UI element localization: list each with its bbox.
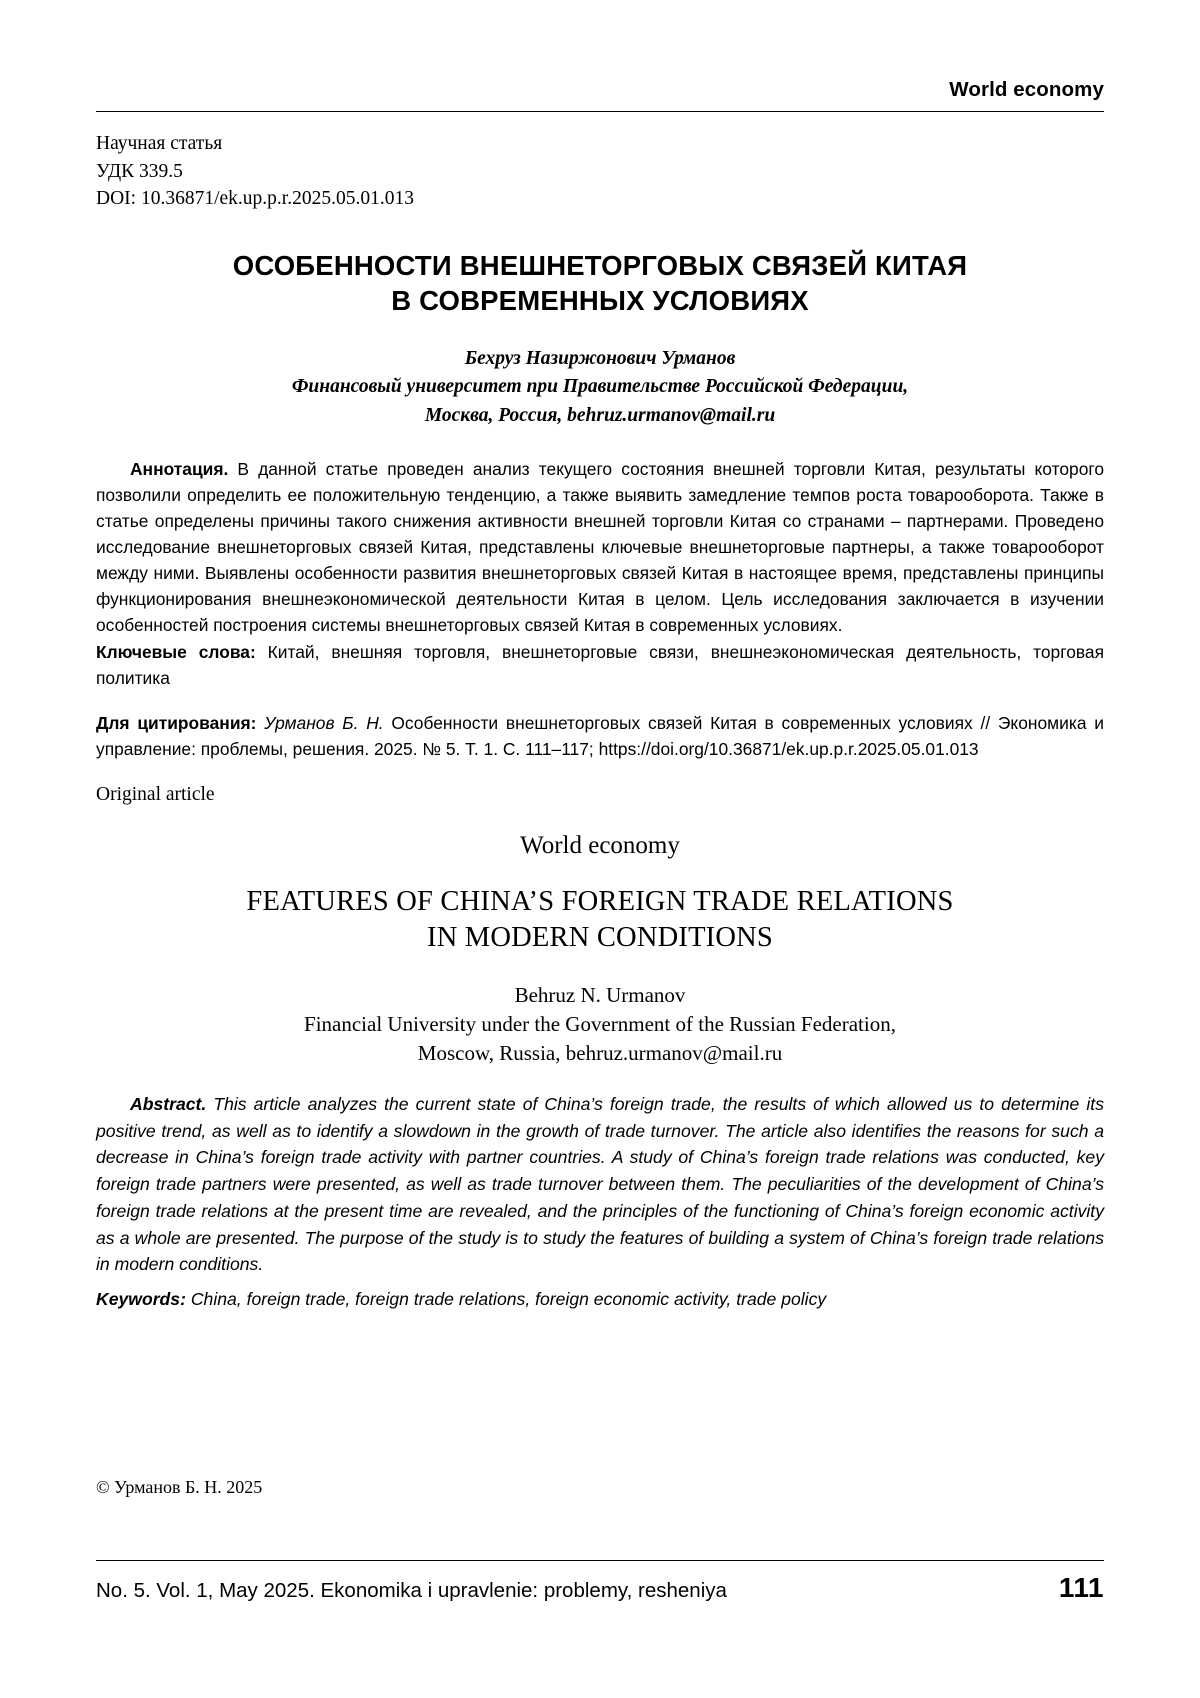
ru-keywords-paragraph <box>96 639 1104 691</box>
en-abstract-paragraph <box>96 1091 1104 1278</box>
ru-citation-text: Особенности внешнеторговых связей Китая в современных условиях // Экономика и управление: проблемы, решения. 2025. № 5. Т. 1. С. 111–117; https://doi.org/10.36871/ek.up.p.r.2025.05.01.013 <box>96 712 1104 759</box>
ru-affiliation-line-1: Финансовый университет при Правительстве Российской Федерации, <box>291 376 909 398</box>
copyright-notice: © Урманов Б. Н. 2025 <box>96 1477 263 1497</box>
udc-code: УДК 339.5 <box>96 160 183 182</box>
ru-keywords-text: Китай, внешняя торговля, внешнеторговые связи, внешнеэкономическая деятельность, торговая политика <box>96 641 1104 688</box>
header-divider <box>96 111 1104 112</box>
doi-code: DOI: 10.36871/ek.up.p.r.2025.05.01.013 <box>96 188 414 210</box>
en-title-line-1: FEATURES OF CHINA’S FOREIGN TRADE RELATIONS <box>246 885 954 917</box>
en-abstract-label: Abstract. <box>130 1093 207 1114</box>
en-section-title: World economy <box>520 831 680 859</box>
ru-citation-author: Урманов Б. Н. <box>256 712 384 733</box>
ru-author-block <box>96 345 1104 429</box>
ru-abstract-paragraph <box>96 456 1104 638</box>
en-abstract-text: This article analyzes the current state of China’s foreign trade, the results of which allowed us to determine its positive trend, as well as to identify a slowdown in the growth of trade turnover. The article also identifies the reasons for such a decrease in China’s foreign trade activity with partner countries. A study of China’s foreign trade relations was conducted, key foreign trade partners were presented, as well as trade turnover between them. The peculiarities of the development of China’s foreign trade relations at the present time are revealed, and the principles of the functioning of China’s foreign economic activity as a whole are presented. The purpose of the study is to study the features of building a system of China’s foreign trade relations in modern conditions. <box>96 1093 1104 1275</box>
en-title-line-2: IN MODERN CONDITIONS <box>427 922 773 954</box>
running-head: World economy <box>949 78 1104 101</box>
ru-affiliation-line-2: Москва, Россия, behruz.urmanov@mail.ru <box>424 404 776 426</box>
en-author-name: Behruz N. Urmanov <box>514 982 686 1007</box>
ru-abstract-block <box>96 456 1104 691</box>
page-number: 111 <box>1058 1572 1104 1603</box>
ru-author-name: Бехруз Назиржонович Урманов <box>464 348 736 370</box>
en-keywords-label: Keywords: <box>96 1289 186 1309</box>
en-author-block <box>96 981 1104 1069</box>
ru-title <box>96 249 1104 318</box>
ru-title-line-2: В СОВРЕМЕННЫХ УСЛОВИЯХ <box>391 284 809 316</box>
ru-citation-label: Для цитирования: <box>96 712 257 733</box>
en-affiliation-line-1: Financial University under the Government of the Russian Federation, <box>304 1012 896 1037</box>
page-footer <box>96 1560 1104 1604</box>
en-affiliation-line-2: Moscow, Russia, behruz.urmanov@mail.ru <box>417 1041 783 1066</box>
ru-abstract-label: Аннотация. <box>130 458 229 479</box>
ru-abstract-text: В данной статье проведен анализ текущего состояния внешней торговли Китая, результаты которого позволили определить ее положительную тенденцию, а также выявить замедление темпов роста товарооборота. Также в статье определены причины такого снижения активности внешней торговли Китая со странами – партнерами. Проведено исследование внешнеторговых связей Китая, представлены ключевые внешнеторговые партнеры, а также товарооборот между ними. Выявлены особенности развития внешнеторговых связей Китая в настоящее время, представлены принципы функционирования внешнеэкономической деятельности Китая в целом. Цель исследования заключается в изучении особенностей построения системы внешнеторговых связей Китая в современных условиях. <box>96 458 1104 635</box>
footer-issue-info: No. 5. Vol. 1, May 2025. Ekonomika i upravlenie: problemy, resheniya <box>96 1579 727 1602</box>
footer-divider <box>96 1560 1104 1561</box>
en-article-type: Original article <box>96 783 215 805</box>
ru-title-line-1: ОСОБЕННОСТИ ВНЕШНЕТОРГОВЫХ СВЯЗЕЙ КИТАЯ <box>232 250 968 282</box>
en-keywords-text: China, foreign trade, foreign trade relations, foreign economic activity, trade policy <box>185 1289 827 1309</box>
ru-citation-block <box>96 710 1104 762</box>
article-type-ru: Научная статья <box>96 133 223 154</box>
en-keywords-block <box>96 1286 1104 1313</box>
en-abstract-block <box>96 1091 1104 1278</box>
en-title <box>96 884 1104 957</box>
article-meta <box>96 130 1104 213</box>
ru-keywords-label: Ключевые слова: <box>96 641 256 662</box>
